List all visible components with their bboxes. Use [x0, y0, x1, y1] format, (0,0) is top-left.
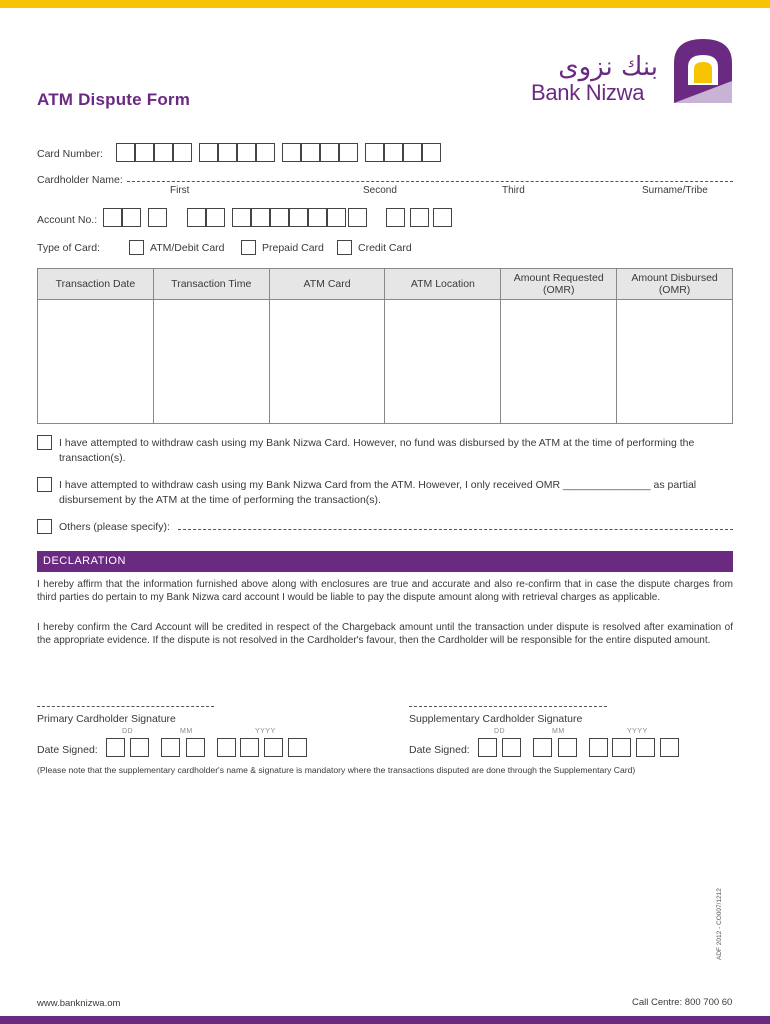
form-code: ADF 2012 - CO007/1212 — [716, 888, 723, 960]
footer-website-link[interactable]: www.banknizwa.om — [37, 998, 121, 1009]
bank-nizwa-logo-icon — [672, 37, 734, 108]
account-digit-box[interactable] — [251, 208, 270, 227]
account-digit-box[interactable] — [433, 208, 452, 227]
date-digit-box[interactable] — [502, 738, 521, 757]
partial-disbursement-text-line2: disbursement by the ATM at the time of performing the transaction(s). — [59, 494, 381, 506]
supplementary-yyyy-hint: YYYY — [627, 728, 648, 735]
date-digit-box[interactable] — [130, 738, 149, 757]
header-transaction-time: Transaction Time — [153, 269, 269, 300]
name-part-surname: Surname/Tribe — [642, 185, 708, 196]
declaration-paragraph-1: I hereby affirm that the information furnished above along with enclosures are true and accurate and also re-confirm that in case the dispute charges from third parties do pertain to my Bank Nizwa card account I would be liable to pay the dispute amount along with retrieval charges as applicable. — [37, 579, 733, 603]
primary-mm-hint: MM — [180, 728, 193, 735]
account-digit-box[interactable] — [148, 208, 167, 227]
date-digit-box[interactable] — [660, 738, 679, 757]
header-transaction-date: Transaction Date — [38, 269, 154, 300]
atm-debit-card-label: ATM/Debit Card — [150, 242, 225, 254]
declaration-heading: DECLARATION — [37, 551, 733, 572]
account-digit-box[interactable] — [187, 208, 206, 227]
credit-card-label: Credit Card — [358, 242, 412, 254]
card-digit-box[interactable] — [218, 143, 237, 162]
account-number-label: Account No.: — [37, 214, 98, 226]
others-checkbox[interactable] — [37, 519, 52, 534]
card-digit-box[interactable] — [173, 143, 192, 162]
bottom-accent-bar — [0, 1016, 770, 1024]
name-part-first: First — [170, 185, 190, 196]
table-row — [38, 300, 733, 424]
card-digit-box[interactable] — [154, 143, 173, 162]
footer-call-centre: Call Centre: 800 700 60 — [632, 997, 733, 1008]
table-header-row — [38, 269, 733, 300]
date-digit-box[interactable] — [288, 738, 307, 757]
others-specify-field[interactable] — [178, 529, 733, 530]
card-digit-box[interactable] — [135, 143, 154, 162]
credit-card-checkbox[interactable] — [337, 240, 352, 255]
card-digit-box[interactable] — [237, 143, 256, 162]
card-digit-box[interactable] — [116, 143, 135, 162]
card-digit-box[interactable] — [301, 143, 320, 162]
card-digit-box[interactable] — [403, 143, 422, 162]
cell-atm-card[interactable] — [269, 300, 385, 424]
atm-debit-card-checkbox[interactable] — [129, 240, 144, 255]
name-part-second: Second — [363, 185, 397, 196]
primary-dd-hint: DD — [122, 728, 134, 735]
date-digit-box[interactable] — [161, 738, 180, 757]
name-part-third: Third — [502, 185, 525, 196]
header-amount-disbursed: Amount Disbursed (OMR) — [617, 269, 733, 300]
card-digit-box[interactable] — [320, 143, 339, 162]
prepaid-card-label: Prepaid Card — [262, 242, 324, 254]
account-digit-box[interactable] — [270, 208, 289, 227]
form-title: ATM Dispute Form — [37, 90, 191, 109]
card-digit-box[interactable] — [282, 143, 301, 162]
cell-transaction-date[interactable] — [38, 300, 154, 424]
header-atm-card: ATM Card — [269, 269, 385, 300]
prepaid-card-checkbox[interactable] — [241, 240, 256, 255]
card-digit-box[interactable] — [339, 143, 358, 162]
date-digit-box[interactable] — [217, 738, 236, 757]
logo-arabic-text: بنك نزوى — [558, 52, 658, 82]
primary-signature-label: Primary Cardholder Signature — [37, 713, 176, 725]
others-label: Others (please specify): — [59, 521, 170, 533]
card-type-label: Type of Card: — [37, 242, 101, 254]
card-digit-box[interactable] — [256, 143, 275, 162]
supplementary-note: (Please note that the supplementary cardholder's name & signature is mandatory where the transactions disputed are done through the Supplementary Card) — [37, 765, 636, 775]
top-accent-bar — [0, 0, 770, 8]
transaction-table — [37, 268, 733, 424]
date-digit-box[interactable] — [478, 738, 497, 757]
card-digit-box[interactable] — [365, 143, 384, 162]
date-digit-box[interactable] — [186, 738, 205, 757]
account-digit-box[interactable] — [410, 208, 429, 227]
date-digit-box[interactable] — [264, 738, 283, 757]
primary-date-signed-label: Date Signed: — [37, 744, 98, 756]
card-digit-box[interactable] — [384, 143, 403, 162]
card-number-label: Card Number: — [37, 148, 103, 160]
account-digit-box[interactable] — [122, 208, 141, 227]
account-digit-box[interactable] — [289, 208, 308, 227]
primary-signature-field[interactable] — [37, 706, 214, 707]
cell-amount-disbursed[interactable] — [617, 300, 733, 424]
header-atm-location: ATM Location — [385, 269, 501, 300]
no-fund-disbursed-text: I have attempted to withdraw cash using my Bank Nizwa Card. However, no fund was disbursed by the ATM at the time of performing the transaction(s). — [59, 437, 695, 464]
cardholder-name-field[interactable] — [127, 181, 733, 182]
date-digit-box[interactable] — [589, 738, 608, 757]
supplementary-signature-label: Supplementary Cardholder Signature — [409, 713, 583, 725]
partial-disbursement-text-line1: I have attempted to withdraw cash using my Bank Nizwa Card from the ATM. However, I only received OMR _______________ as partial — [59, 479, 697, 491]
no-fund-disbursed-checkbox[interactable] — [37, 435, 52, 450]
supplementary-date-signed-label: Date Signed: — [409, 744, 470, 756]
header-amount-requested: Amount Requested (OMR) — [501, 269, 617, 300]
card-digit-box[interactable] — [422, 143, 441, 162]
card-digit-box[interactable] — [199, 143, 218, 162]
account-digit-box[interactable] — [327, 208, 346, 227]
account-digit-box[interactable] — [308, 208, 327, 227]
cardholder-name-label: Cardholder Name: — [37, 174, 123, 186]
account-digit-box[interactable] — [103, 208, 122, 227]
logo-english-text: Bank Nizwa — [531, 80, 645, 105]
supplementary-signature-field[interactable] — [409, 706, 607, 707]
supplementary-mm-hint: MM — [552, 728, 565, 735]
date-digit-box[interactable] — [636, 738, 655, 757]
date-digit-box[interactable] — [106, 738, 125, 757]
date-digit-box[interactable] — [533, 738, 552, 757]
supplementary-dd-hint: DD — [494, 728, 506, 735]
account-digit-box[interactable] — [386, 208, 405, 227]
account-digit-box[interactable] — [232, 208, 251, 227]
account-digit-box[interactable] — [348, 208, 367, 227]
cell-amount-requested[interactable] — [501, 300, 617, 424]
date-digit-box[interactable] — [558, 738, 577, 757]
date-digit-box[interactable] — [240, 738, 259, 757]
account-digit-box[interactable] — [206, 208, 225, 227]
primary-yyyy-hint: YYYY — [255, 728, 276, 735]
cell-transaction-time[interactable] — [153, 300, 269, 424]
declaration-paragraph-2: I hereby confirm the Card Account will be credited in respect of the Chargeback amount until the transaction under dispute is resolved after examination of the appropriate evidence. If the dispute is not resolved in the Cardholder's favour, then the Cardholder will be responsible for the entire disputed amount. — [37, 622, 733, 646]
partial-disbursement-checkbox[interactable] — [37, 477, 52, 492]
cell-atm-location[interactable] — [385, 300, 501, 424]
date-digit-box[interactable] — [612, 738, 631, 757]
